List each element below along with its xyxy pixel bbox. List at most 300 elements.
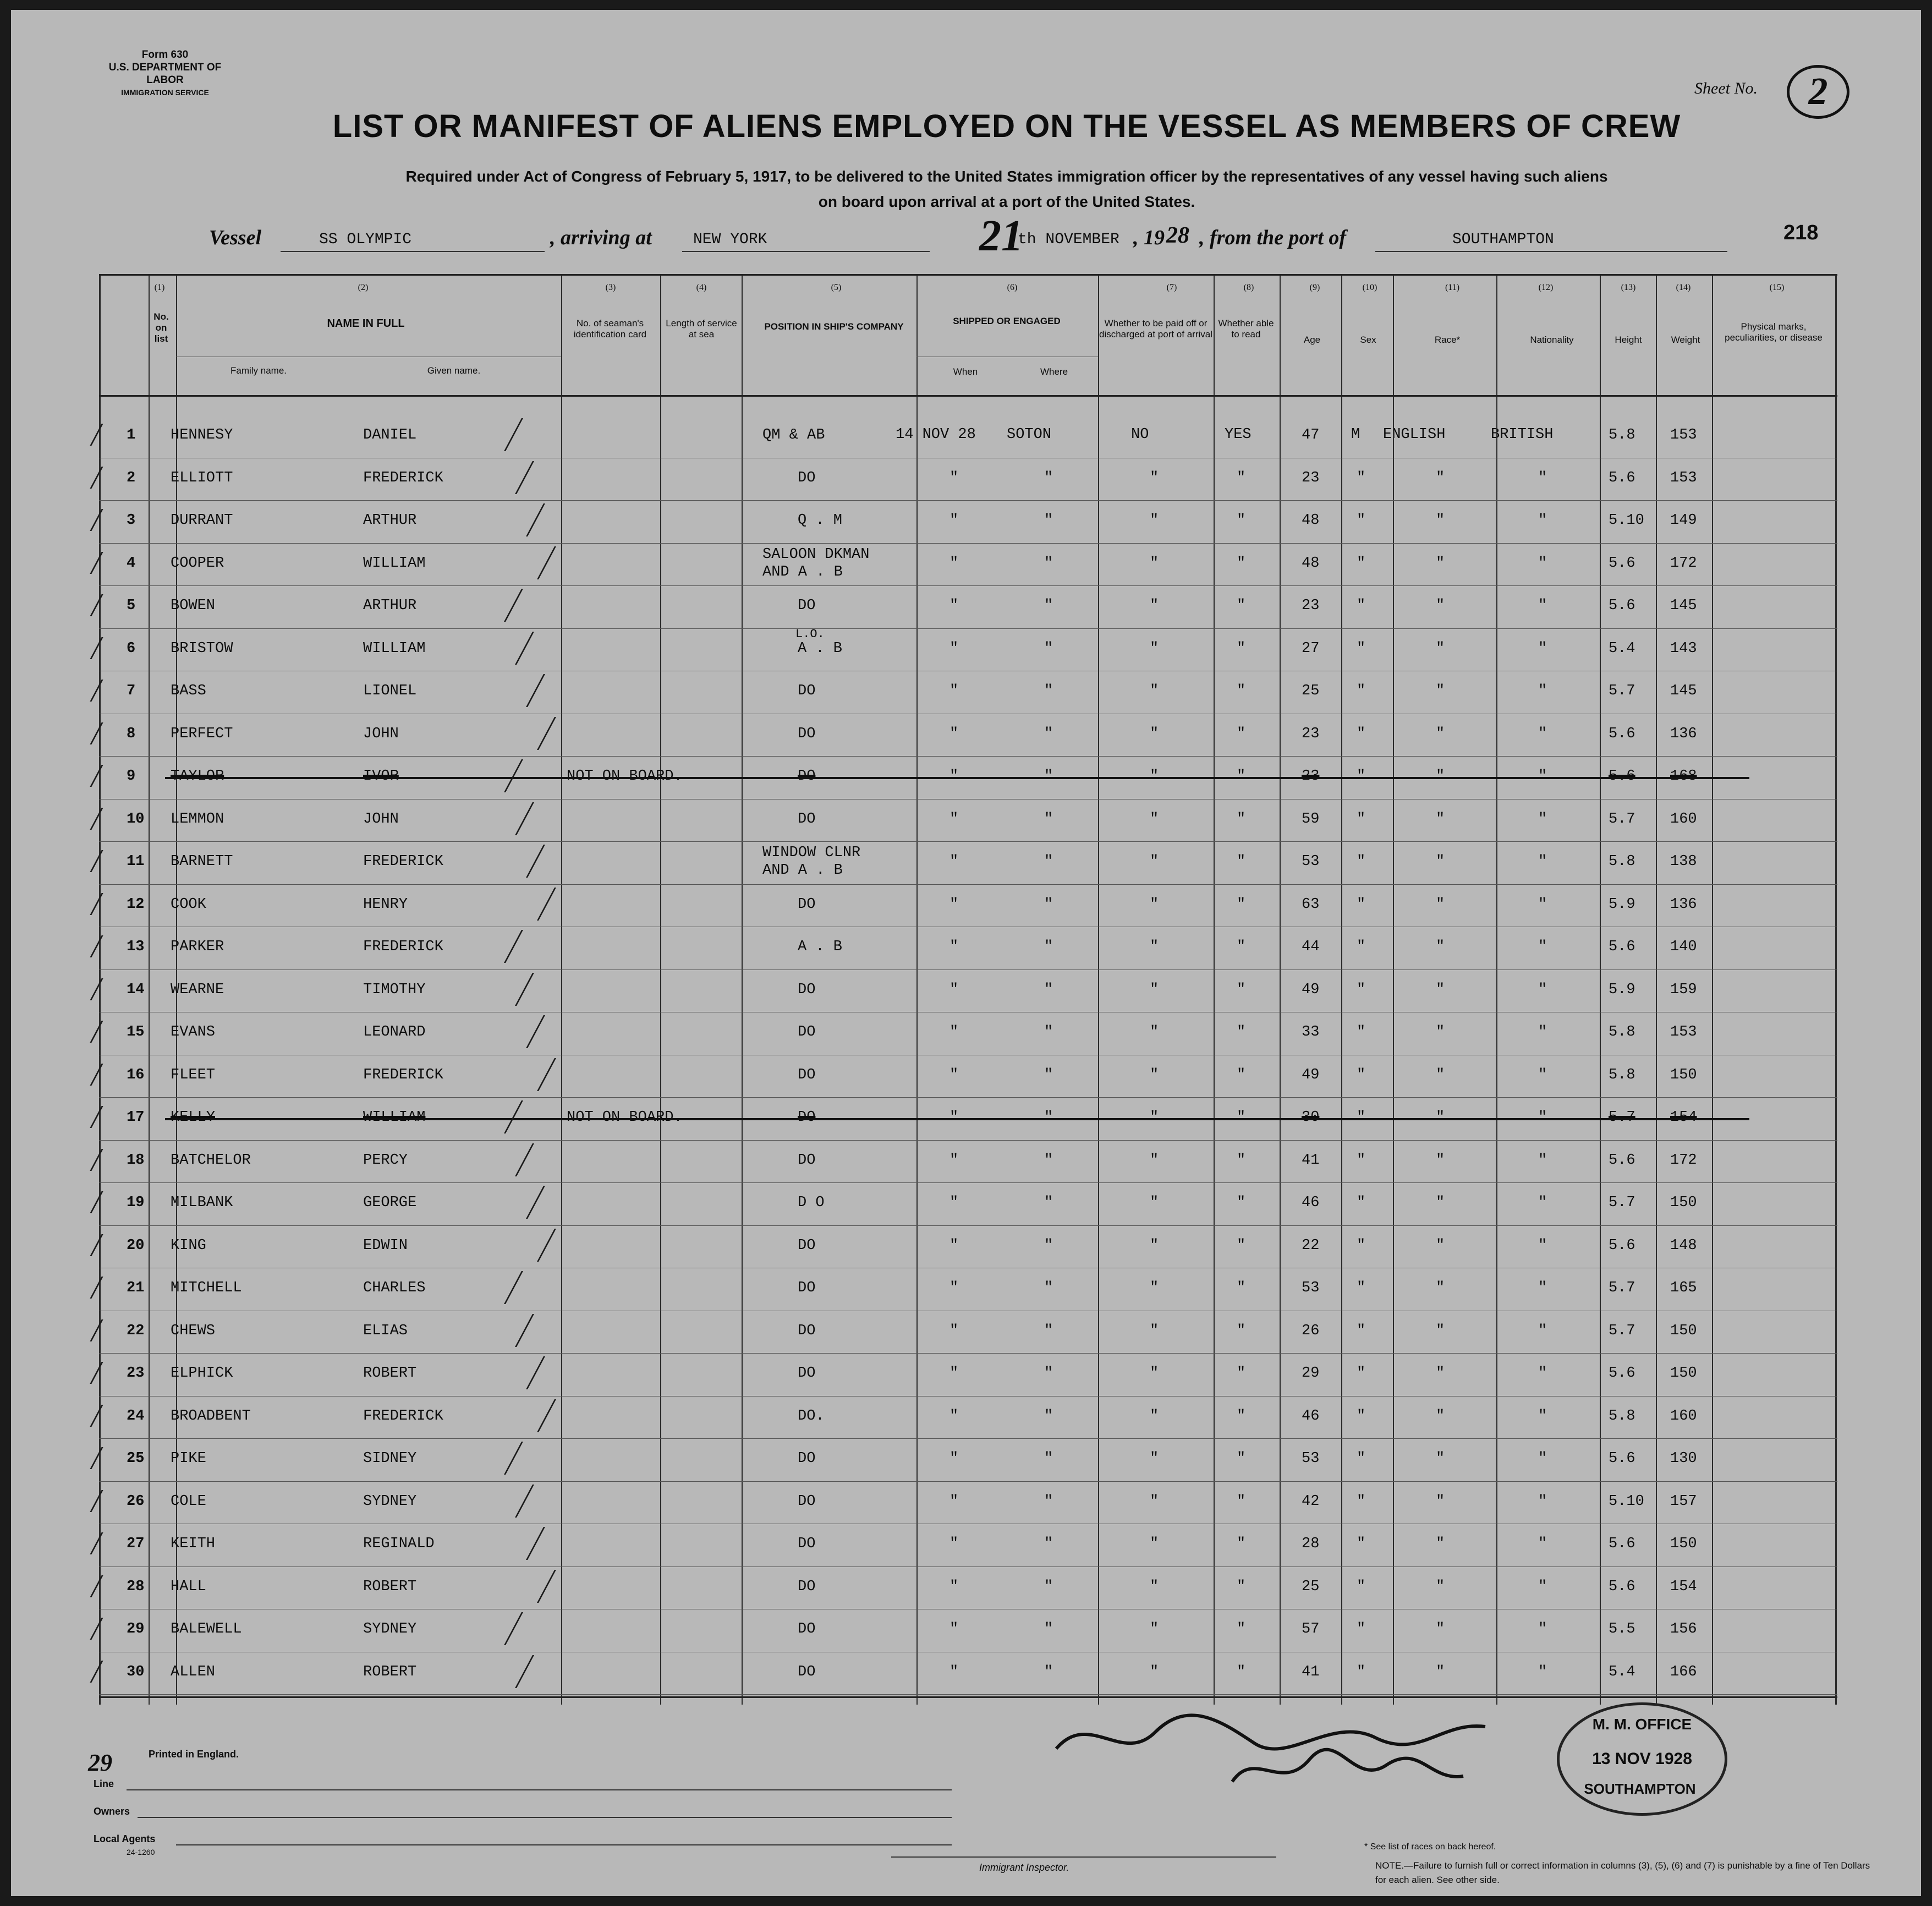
- row-weight: 160: [1670, 1407, 1697, 1425]
- hdr-sex: Sex: [1360, 335, 1376, 345]
- row-sex-ditto: ": [1357, 469, 1366, 486]
- row-position: DO: [798, 1365, 816, 1382]
- row-when-ditto: ": [949, 1195, 959, 1211]
- row-nation-ditto: ": [1538, 1536, 1547, 1552]
- row-height: 5.7: [1609, 1280, 1635, 1296]
- row-number: 25: [127, 1450, 145, 1467]
- check-mark-icon: [503, 1485, 534, 1518]
- check-mark-icon: [503, 632, 534, 665]
- row-paid-ditto: ": [1150, 725, 1159, 742]
- row-sex-ditto: ": [1357, 810, 1366, 828]
- row-height: 5.6: [1609, 1578, 1635, 1595]
- row-race-ditto: ": [1436, 512, 1445, 529]
- row-position: DO: [798, 1536, 816, 1552]
- row-number: 12: [127, 896, 145, 913]
- row-position: Q . M: [798, 512, 843, 529]
- check-mark-icon: [492, 418, 523, 451]
- row-nation-ditto: ": [1538, 1450, 1547, 1467]
- row-weight: 153: [1670, 427, 1697, 443]
- colnum-5: (5): [831, 283, 842, 292]
- row-paid-ditto: ": [1150, 1407, 1159, 1425]
- row-age: 48: [1302, 555, 1320, 572]
- row-sex-ditto: ": [1357, 683, 1366, 699]
- grid-col-line: [1098, 274, 1099, 1705]
- row-family-name: BROADBENT: [171, 1407, 251, 1425]
- row-race-ditto: ": [1436, 981, 1445, 998]
- row-family-name: BALEWELL: [171, 1621, 242, 1637]
- row-rule: [99, 1481, 1837, 1482]
- row-race-ditto: ": [1436, 1109, 1445, 1126]
- row-age: 63: [1302, 896, 1320, 913]
- row-height: 5.7: [1609, 1109, 1635, 1126]
- row-nation-ditto: ": [1538, 896, 1547, 913]
- first-race: ENGLISH: [1383, 426, 1446, 443]
- row-position: DO: [798, 469, 816, 486]
- row-family-name: COLE: [171, 1493, 206, 1510]
- row-where-ditto: ": [1044, 1109, 1053, 1126]
- hdr-shipped: SHIPPED OR ENGAGED: [953, 316, 1061, 326]
- row-number: 16: [127, 1066, 145, 1083]
- row-age: 48: [1302, 512, 1320, 529]
- grid-col-line: [1214, 274, 1215, 1705]
- check-mark-icon: [514, 1015, 545, 1048]
- stamp-office: M. M. OFFICE: [1592, 1716, 1692, 1733]
- grid-col-line: [916, 274, 918, 1705]
- row-weight: 150: [1670, 1365, 1697, 1382]
- row-family-name: HENNESY: [171, 427, 233, 443]
- row-when-ditto: ": [949, 1365, 959, 1382]
- row-weight: 153: [1670, 469, 1697, 486]
- grid-col-line: [561, 274, 562, 1705]
- row-sex-ditto: ": [1357, 1365, 1366, 1382]
- row-position: DO.: [798, 1407, 825, 1425]
- row-when-ditto: ": [949, 1407, 959, 1425]
- row-age: 46: [1302, 1407, 1320, 1425]
- row-read-ditto: ": [1237, 1322, 1246, 1339]
- row-number: 17: [127, 1109, 145, 1126]
- row-age: 26: [1302, 1322, 1320, 1339]
- row-age: 47: [1302, 427, 1320, 443]
- row-height: 5.8: [1609, 427, 1635, 443]
- row-when-ditto: ": [949, 469, 959, 486]
- row-weight: 138: [1670, 853, 1697, 870]
- row-position: WINDOW CLNR: [762, 845, 861, 861]
- row-age: 41: [1302, 1663, 1320, 1680]
- row-race-ditto: ": [1436, 1322, 1445, 1339]
- row-age: 44: [1302, 939, 1320, 955]
- row-race-ditto: ": [1436, 469, 1445, 486]
- row-weight: 166: [1670, 1663, 1697, 1680]
- grid-col-line: [742, 274, 743, 1705]
- colnum-7: (7): [1166, 283, 1177, 292]
- row-where-ditto: ": [1044, 1407, 1053, 1425]
- row-number: 19: [127, 1195, 145, 1211]
- row-sex-ditto: ": [1357, 981, 1366, 998]
- form-id: Form 630 U.S. DEPARTMENT OF LABOR IMMIGRATION SERVICE: [108, 49, 222, 97]
- row-paid-ditto: ": [1150, 1450, 1159, 1467]
- row-read-ditto: ": [1237, 939, 1246, 955]
- row-sex-ditto: ": [1357, 598, 1366, 614]
- row-when-ditto: ": [949, 598, 959, 614]
- row-paid-ditto: ": [1150, 1152, 1159, 1169]
- row-where-ditto: ": [1044, 683, 1053, 699]
- row-height: 5.7: [1609, 683, 1635, 699]
- row-paid-ditto: ": [1150, 1024, 1159, 1040]
- row-race-ditto: ": [1436, 725, 1445, 742]
- row-age: 49: [1302, 981, 1320, 998]
- row-height: 5.9: [1609, 981, 1635, 998]
- row-age: 46: [1302, 1195, 1320, 1211]
- check-mark-icon: [525, 717, 556, 750]
- row-sex-ditto: ": [1357, 939, 1366, 955]
- row-read-ditto: ": [1237, 1621, 1246, 1637]
- row-sex-ditto: ": [1357, 1237, 1366, 1254]
- hdr-marks: Physical marks, peculiarities, or disease: [1725, 321, 1823, 343]
- row-race-ditto: ": [1436, 555, 1445, 572]
- check-mark-icon: [514, 1527, 545, 1560]
- sheet-no-label: Sheet No.: [1694, 79, 1758, 97]
- row-sex-ditto: ": [1357, 640, 1366, 657]
- check-mark-icon: [492, 759, 523, 792]
- row-read-ditto: ": [1237, 896, 1246, 913]
- row-given-name: ARTHUR: [363, 598, 417, 614]
- row-sex-ditto: ": [1357, 1152, 1366, 1169]
- row-read-ditto: ": [1237, 853, 1246, 870]
- row-height: 5.10: [1609, 1493, 1644, 1510]
- hdr-age: Age: [1303, 335, 1321, 345]
- row-family-name: ALLEN: [171, 1663, 216, 1680]
- row-when-ditto: ": [949, 1280, 959, 1296]
- row-weight: 136: [1670, 725, 1697, 742]
- row-age: 25: [1302, 1578, 1320, 1595]
- row-weight: 154: [1670, 1109, 1697, 1126]
- row-family-name: BRISTOW: [171, 640, 233, 657]
- arrival-month: th NOVEMBER: [1018, 231, 1119, 248]
- row-nation-ditto: ": [1538, 640, 1547, 657]
- line-label: Line: [94, 1778, 114, 1789]
- row-given-name: ROBERT: [363, 1365, 417, 1382]
- row-position: DO: [798, 725, 816, 742]
- row-height: 5.5: [1609, 1621, 1635, 1637]
- check-mark-icon: [514, 674, 545, 707]
- row-age: 53: [1302, 1280, 1320, 1296]
- row-where-ditto: ": [1044, 768, 1053, 785]
- row-paid-ditto: ": [1150, 555, 1159, 572]
- row-weight: 153: [1670, 1024, 1697, 1040]
- grid-col-line: [1393, 274, 1394, 1705]
- row-read-ditto: ": [1237, 640, 1246, 657]
- row-where-ditto: ": [1044, 1195, 1053, 1211]
- row-sex-ditto: ": [1357, 768, 1366, 785]
- row-height: 5.6: [1609, 768, 1635, 785]
- stamp-date: 13 NOV 1928: [1592, 1750, 1692, 1768]
- row-position: DO: [798, 1066, 816, 1083]
- row-id-card: NOT ON BOARD.: [567, 1109, 683, 1126]
- first-nationality: BRITISH: [1491, 426, 1554, 443]
- row-read-ditto: ": [1237, 1152, 1246, 1169]
- row-sex-ditto: ": [1357, 1578, 1366, 1595]
- row-nation-ditto: ": [1538, 1237, 1547, 1254]
- row-weight: 143: [1670, 640, 1697, 657]
- row-nation-ditto: ": [1538, 598, 1547, 614]
- races-note: * See list of races on back hereof.: [1364, 1842, 1496, 1852]
- row-when-ditto: ": [949, 981, 959, 998]
- row-paid-ditto: ": [1150, 512, 1159, 529]
- row-age: 41: [1302, 1152, 1320, 1169]
- row-race-ditto: ": [1436, 853, 1445, 870]
- grid-col-line: [1600, 274, 1601, 1705]
- colnum-8: (8): [1243, 283, 1254, 292]
- row-read-ditto: ": [1237, 768, 1246, 785]
- arriving-label: , arriving at: [550, 226, 652, 249]
- row-height: 5.10: [1609, 512, 1644, 529]
- row-nation-ditto: ": [1538, 810, 1547, 828]
- row-paid-ditto: ": [1150, 1578, 1159, 1595]
- row-position: DO: [798, 768, 816, 785]
- check-mark-icon: [492, 1100, 523, 1133]
- row-number: 14: [127, 981, 145, 998]
- row-when-ditto: ": [949, 1578, 959, 1595]
- row-position: QM & AB: [762, 427, 825, 443]
- row-read-ditto: ": [1237, 1578, 1246, 1595]
- row-nation-ditto: ": [1538, 1066, 1547, 1083]
- row-read-ditto: ": [1237, 1365, 1246, 1382]
- row-height: 5.7: [1609, 1195, 1635, 1211]
- first-read: YES: [1225, 426, 1252, 443]
- hdr-paid-off: Whether to be paid off or discharged at port of arrival: [1099, 318, 1212, 339]
- row-given-name: WILLIAM: [363, 640, 426, 657]
- colnum-2: (2): [358, 283, 369, 292]
- row-paid-ditto: ": [1150, 939, 1159, 955]
- row-when-ditto: ": [949, 512, 959, 529]
- row-height: 5.6: [1609, 1450, 1635, 1467]
- row-rule: [99, 1140, 1837, 1141]
- row-number: 6: [127, 640, 136, 657]
- row-when-ditto: ": [949, 1450, 959, 1467]
- check-mark-icon: [525, 1229, 556, 1262]
- row-weight: 150: [1670, 1536, 1697, 1552]
- row-race-ditto: ": [1436, 1024, 1445, 1040]
- row-where-ditto: ": [1044, 469, 1053, 486]
- row-given-name: FREDERICK: [363, 1066, 443, 1083]
- row-height: 5.9: [1609, 896, 1635, 913]
- row-given-name: JOHN: [363, 725, 399, 742]
- row-when-ditto: ": [949, 725, 959, 742]
- row-family-name: MITCHELL: [171, 1280, 242, 1296]
- first-when: 14 NOV 28: [896, 426, 976, 443]
- colnum-15: (15): [1769, 283, 1785, 292]
- row-where-ditto: ": [1044, 1578, 1053, 1595]
- colnum-12: (12): [1538, 283, 1554, 292]
- row-where-ditto: ": [1044, 810, 1053, 828]
- row-position: DO: [798, 1322, 816, 1339]
- row-given-name: LEONARD: [363, 1024, 426, 1040]
- row-family-name: TAYLOR: [171, 768, 224, 785]
- strike-line: [165, 777, 1749, 779]
- row-sex-ditto: ": [1357, 1195, 1366, 1211]
- row-number: 27: [127, 1536, 145, 1552]
- vessel-name: SS OLYMPIC: [319, 231, 412, 248]
- row-read-ditto: ": [1237, 598, 1246, 614]
- row-position: DO: [798, 1237, 816, 1254]
- grid-col-line: [1341, 274, 1342, 1705]
- arrival-year: 28: [1166, 223, 1189, 248]
- row-sex-ditto: ": [1357, 1066, 1366, 1083]
- row-paid-ditto: ": [1150, 981, 1159, 998]
- row-sex-ditto: ": [1357, 1322, 1366, 1339]
- row-weight: 149: [1670, 512, 1697, 529]
- row-given-name: WILLIAM: [363, 555, 426, 572]
- row-family-name: BARNETT: [171, 853, 233, 870]
- row-rule: [99, 585, 1837, 586]
- row-position: DO: [798, 1450, 816, 1467]
- row-read-ditto: ": [1237, 512, 1246, 529]
- row-height: 5.6: [1609, 939, 1635, 955]
- row-when-ditto: ": [949, 1152, 959, 1169]
- row-weight: 150: [1670, 1322, 1697, 1339]
- row-age: 27: [1302, 640, 1320, 657]
- row-nation-ditto: ": [1538, 725, 1547, 742]
- agents-label: Local Agents: [94, 1833, 156, 1844]
- row-nation-ditto: ": [1538, 683, 1547, 699]
- colnum-1: (1): [154, 283, 165, 292]
- row-number: 3: [127, 512, 136, 529]
- row-height: 5.8: [1609, 1024, 1635, 1040]
- row-nation-ditto: ": [1538, 555, 1547, 572]
- row-paid-ditto: ": [1150, 1322, 1159, 1339]
- row-given-name: REGINALD: [363, 1536, 435, 1552]
- row-paid-ditto: ": [1150, 1195, 1159, 1211]
- row-paid-ditto: ": [1150, 1365, 1159, 1382]
- row-where-ditto: ": [1044, 981, 1053, 998]
- row-paid-ditto: ": [1150, 469, 1159, 486]
- hdr-position: POSITION IN SHIP'S COMPANY: [764, 321, 904, 332]
- row-position: DO: [798, 1493, 816, 1510]
- row-position-note: L.O.: [795, 627, 825, 641]
- row-number: 23: [127, 1365, 145, 1382]
- row-family-name: CHEWS: [171, 1322, 216, 1339]
- row-where-ditto: ": [1044, 1493, 1053, 1510]
- hdr-given: Given name.: [427, 365, 481, 376]
- row-given-name: SIDNEY: [363, 1450, 417, 1467]
- row-where-ditto: ": [1044, 1322, 1053, 1339]
- row-position: DO: [798, 896, 816, 913]
- row-read-ditto: ": [1237, 683, 1246, 699]
- row-family-name: ELPHICK: [171, 1365, 233, 1382]
- row-family-name: KING: [171, 1237, 206, 1254]
- row-weight: 165: [1670, 1280, 1697, 1296]
- row-nation-ditto: ": [1538, 939, 1547, 955]
- header-rule: [99, 395, 1837, 397]
- row-age: 42: [1302, 1493, 1320, 1510]
- grid-col-line: [1656, 274, 1657, 1705]
- row-family-name: LEMMON: [171, 810, 224, 828]
- row-weight: 145: [1670, 598, 1697, 614]
- row-height: 5.8: [1609, 853, 1635, 870]
- row-age: 22: [1302, 1237, 1320, 1254]
- row-nation-ditto: ": [1538, 1407, 1547, 1425]
- vessel-label: Vessel: [209, 226, 261, 249]
- row-rule: [99, 884, 1837, 885]
- row-race-ditto: ": [1436, 1536, 1445, 1552]
- row-race-ditto: ": [1436, 1621, 1445, 1637]
- row-when-ditto: ": [949, 810, 959, 828]
- row-height: 5.6: [1609, 1237, 1635, 1254]
- row-nation-ditto: ": [1538, 768, 1547, 785]
- manifest-title: LIST OR MANIFEST OF ALIENS EMPLOYED ON THE VESSEL AS MEMBERS OF CREW: [332, 108, 1681, 144]
- row-race-ditto: ": [1436, 598, 1445, 614]
- row-paid-ditto: ": [1150, 640, 1159, 657]
- row-rule: [99, 1438, 1837, 1439]
- row-position-2: AND A . B: [762, 862, 843, 879]
- colnum-4: (4): [696, 283, 707, 292]
- row-race-ditto: ": [1436, 768, 1445, 785]
- first-where: SOTON: [1007, 426, 1052, 443]
- row-when-ditto: ": [949, 1663, 959, 1680]
- hdr-read: Whether able to read: [1218, 318, 1274, 339]
- row-when-ditto: ": [949, 896, 959, 913]
- row-weight: 172: [1670, 555, 1697, 572]
- row-race-ditto: ": [1436, 640, 1445, 657]
- row-where-ditto: ": [1044, 896, 1053, 913]
- hdr-height: Height: [1615, 335, 1642, 345]
- row-paid-ditto: ": [1150, 1237, 1159, 1254]
- row-number: 26: [127, 1493, 145, 1510]
- row-race-ditto: ": [1436, 1407, 1445, 1425]
- row-nation-ditto: ": [1538, 1152, 1547, 1169]
- row-nation-ditto: ": [1538, 1195, 1547, 1211]
- grid-col-line: [149, 274, 150, 1705]
- row-position: DO: [798, 1152, 816, 1169]
- hdr-when: When: [953, 366, 978, 377]
- row-position: SALOON DKMAN: [762, 546, 870, 563]
- row-weight: 157: [1670, 1493, 1697, 1510]
- row-number: 30: [127, 1663, 145, 1680]
- vessel-row: [209, 212, 1859, 260]
- check-mark-icon: [503, 1655, 534, 1688]
- row-where-ditto: ": [1044, 1024, 1053, 1040]
- row-paid-ditto: ": [1150, 1493, 1159, 1510]
- row-when-ditto: ": [949, 939, 959, 955]
- row-where-ditto: ": [1044, 1536, 1053, 1552]
- row-height: 5.6: [1609, 1152, 1635, 1169]
- row-weight: 148: [1670, 1237, 1697, 1254]
- row-number: 20: [127, 1237, 145, 1254]
- check-mark-icon: [514, 1186, 545, 1219]
- check-mark-icon: [525, 546, 556, 579]
- colnum-14: (14): [1676, 283, 1691, 292]
- check-mark-icon: [492, 930, 523, 963]
- row-given-name: IVOR: [363, 768, 399, 785]
- colnum-13: (13): [1621, 283, 1636, 292]
- stamp-place: SOUTHAMPTON: [1584, 1781, 1696, 1797]
- row-number: 21: [127, 1280, 145, 1296]
- check-mark-icon: [503, 461, 534, 494]
- grid-col-line: [1496, 274, 1497, 1705]
- row-age: 23: [1302, 725, 1320, 742]
- row-number: 4: [127, 555, 136, 572]
- row-where-ditto: ": [1044, 598, 1053, 614]
- row-age: 23: [1302, 768, 1320, 785]
- colnum-10: (10): [1362, 283, 1377, 292]
- check-mark-icon: [492, 1271, 523, 1304]
- printed-in: Printed in England.: [149, 1749, 239, 1760]
- check-mark-icon: [514, 1356, 545, 1389]
- row-family-name: PIKE: [171, 1450, 206, 1467]
- row-family-name: BATCHELOR: [171, 1152, 251, 1169]
- row-sex-ditto: ": [1357, 896, 1366, 913]
- row-where-ditto: ": [1044, 1621, 1053, 1637]
